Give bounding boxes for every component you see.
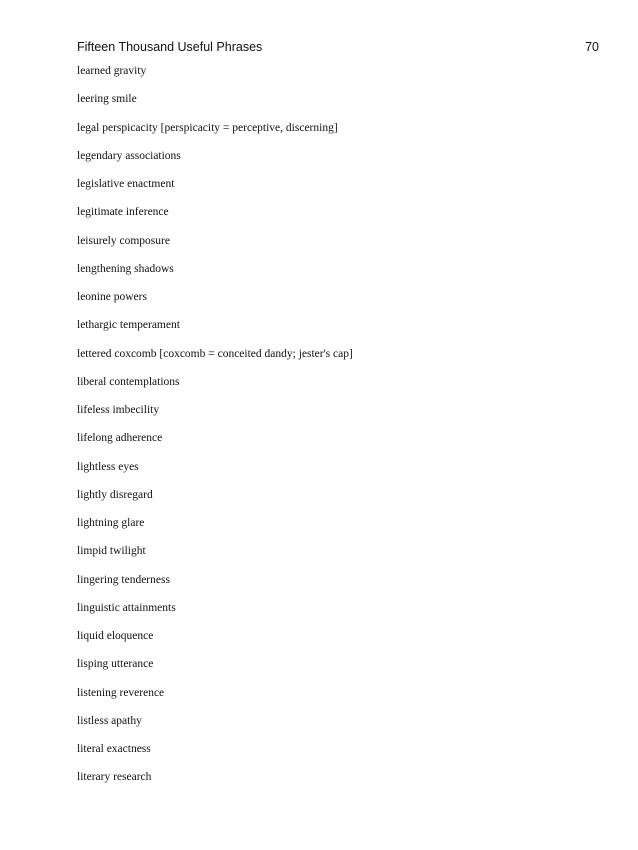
phrase-item: lisping utterance bbox=[77, 658, 154, 671]
phrase-item: limpid twilight bbox=[77, 545, 146, 558]
phrase-item: leonine powers bbox=[77, 291, 147, 303]
phrase-item: lingering tenderness bbox=[77, 573, 170, 586]
phrase-item: literal exactness bbox=[77, 743, 151, 755]
phrase-item: linguistic attainments bbox=[77, 601, 176, 614]
phrase-item: lightless eyes bbox=[77, 460, 139, 473]
page-header bbox=[77, 38, 599, 56]
phrase-item: lightning glare bbox=[77, 517, 145, 529]
phrase-item: legitimate inference bbox=[77, 206, 169, 219]
phrase-item: leisurely composure bbox=[77, 234, 170, 247]
phrase-item: lethargic temperament bbox=[77, 319, 180, 332]
phrase-item: liberal contemplations bbox=[77, 375, 180, 388]
phrase-list bbox=[77, 61, 599, 796]
phrase-item: lifeless imbecility bbox=[77, 404, 160, 416]
phrase-item: legal perspicacity [perspicacity = perceptive, discerning] bbox=[77, 121, 338, 134]
phrase-item: listless apathy bbox=[77, 714, 142, 727]
phrase-item: leering smile bbox=[77, 93, 137, 106]
phrase-item: lifelong adherence bbox=[77, 432, 163, 445]
page-number: 70 bbox=[585, 40, 599, 54]
phrase-item: liquid eloquence bbox=[77, 630, 154, 642]
phrase-item: lengthening shadows bbox=[77, 262, 174, 275]
phrase-item: legendary associations bbox=[77, 149, 181, 162]
phrase-item: lettered coxcomb [coxcomb = conceited dandy; jester's cap] bbox=[77, 347, 353, 360]
phrase-item: listening reverence bbox=[77, 686, 165, 699]
phrase-item: lightly disregard bbox=[77, 488, 153, 501]
phrase-item: legislative enactment bbox=[77, 178, 175, 190]
phrase-item: literary research bbox=[77, 771, 152, 784]
document-title: Fifteen Thousand Useful Phrases bbox=[77, 40, 263, 54]
phrase-item: learned gravity bbox=[77, 65, 147, 77]
